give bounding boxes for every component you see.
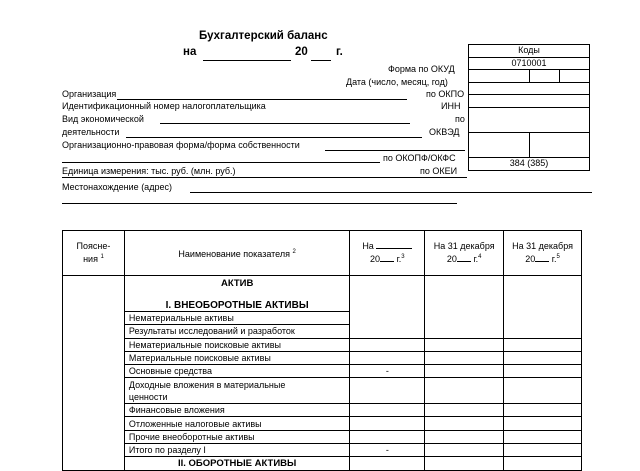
okved-label: ОКВЭД: [429, 127, 460, 137]
okfs-code-cell[interactable]: [529, 132, 590, 157]
codes-header: Коды: [469, 45, 590, 58]
okved-po-label: по: [455, 114, 465, 124]
activity-line-1[interactable]: [160, 123, 410, 124]
legal-form-line-1[interactable]: [325, 150, 465, 151]
val-cell[interactable]: [504, 351, 582, 364]
section-noncurrent: I. ВНЕОБОРОТНЫЕ АКТИВЫ: [165, 300, 309, 311]
unit-label: Единица измерения: тыс. руб. (млн. руб.): [62, 166, 236, 176]
val-cell[interactable]: [504, 417, 582, 430]
val-cell[interactable]: [425, 404, 504, 417]
codes-table: [468, 44, 590, 171]
activity-line-2[interactable]: [126, 137, 422, 138]
val-cell[interactable]: [504, 378, 582, 404]
val-cell[interactable]: [504, 430, 582, 443]
row-label: Отложенные налоговые активы: [124, 417, 350, 430]
row-label: Нематериальные поисковые активы: [124, 338, 350, 351]
organization-line[interactable]: [117, 99, 407, 100]
row-label: Прочие внеоборотные активы: [124, 430, 350, 443]
balance-table: [62, 230, 582, 471]
okud-label: Форма по ОКУД: [388, 64, 455, 74]
okopf-label: по ОКОПФ/ОКФС: [383, 153, 456, 163]
row-label: Финансовые вложения: [124, 404, 350, 417]
location-line-1[interactable]: [190, 192, 592, 193]
row-label: Нематериальные активы: [124, 312, 350, 325]
date-year-prefix: 20: [295, 46, 308, 58]
col-header-date-2: На 31 декабря 20 г.$^4$: [425, 231, 504, 276]
date-year-line[interactable]: [311, 60, 331, 61]
val-cell[interactable]: [425, 443, 504, 456]
okei-label: по ОКЕИ: [420, 166, 458, 176]
okud-code-cell[interactable]: 0710001: [469, 57, 590, 70]
row-label: Основные средства: [124, 365, 350, 378]
col-header-notes: Поясне- ния $^1$: [63, 231, 125, 276]
val-cell[interactable]: [504, 365, 582, 378]
page-title: Бухгалтерский баланс: [199, 30, 328, 42]
val-cell[interactable]: [350, 351, 425, 364]
date-on-label: на: [183, 46, 197, 58]
row-label: Результаты исследований и разработок: [124, 325, 350, 338]
date-label: Дата (число, месяц, год): [346, 77, 448, 87]
val-cell[interactable]: [350, 404, 425, 417]
location-line-2[interactable]: [62, 203, 457, 204]
okopf-code-cell[interactable]: [469, 132, 530, 157]
date-year-suffix: г.: [336, 46, 343, 58]
val-cell[interactable]: [350, 378, 425, 404]
val-cell[interactable]: [350, 417, 425, 430]
val-cell[interactable]: -: [350, 365, 425, 378]
val-cell[interactable]: [504, 443, 582, 456]
val-cell[interactable]: [425, 430, 504, 443]
col-header-date-1: На 20 г.$^3$: [350, 231, 425, 276]
val-cell[interactable]: [425, 365, 504, 378]
val-cell[interactable]: [504, 457, 582, 471]
inn-full-label: Идентификационный номер налогоплательщика: [62, 101, 266, 111]
val-cell[interactable]: [425, 338, 504, 351]
val-cell[interactable]: [425, 457, 504, 471]
okpo-label: по ОКПО: [426, 89, 465, 99]
location-label: Местонахождение (адрес): [62, 182, 172, 192]
row-label: Итого по разделу I: [124, 443, 350, 456]
val-cell[interactable]: [504, 276, 582, 339]
date-day-month-line[interactable]: [203, 60, 291, 61]
section-current: II. ОБОРОТНЫЕ АКТИВЫ: [124, 457, 350, 471]
legal-form-label: Организационно-правовая форма/форма собственности: [62, 140, 300, 150]
val-cell[interactable]: [425, 378, 504, 404]
section-aktiv: АКТИВ: [220, 278, 254, 289]
val-cell[interactable]: [350, 430, 425, 443]
row-label: Доходные вложения в материальные: [124, 378, 350, 391]
notes-cell[interactable]: [63, 276, 125, 471]
date-month-year-cell[interactable]: [529, 70, 590, 83]
okei-code-cell[interactable]: 384 (385): [469, 157, 590, 170]
activity-label-2: деятельности: [62, 127, 120, 137]
unit-line: [62, 177, 467, 178]
val-cell[interactable]: [504, 338, 582, 351]
row-label: Материальные поисковые активы: [124, 351, 350, 364]
date-day-cell[interactable]: [469, 70, 530, 83]
okpo-code-cell[interactable]: [469, 82, 590, 95]
col-header-date-3: На 31 декабря 20 г.$^5$: [504, 231, 582, 276]
val-cell[interactable]: [425, 417, 504, 430]
section-header-cell: [124, 276, 350, 312]
val-cell[interactable]: -: [350, 443, 425, 456]
col-header-name: Наименование показателя $^2$: [124, 231, 350, 276]
inn-code-cell[interactable]: [469, 95, 590, 108]
legal-form-line-2[interactable]: [62, 162, 380, 163]
organization-label: Организация: [62, 89, 117, 99]
activity-label-1: Вид экономической: [62, 114, 144, 124]
row-label: ценности: [124, 391, 350, 404]
inn-label: ИНН: [441, 101, 461, 111]
val-cell[interactable]: [350, 457, 425, 471]
val-cell[interactable]: [425, 351, 504, 364]
val-cell[interactable]: [504, 404, 582, 417]
okved-code-cell[interactable]: [469, 107, 590, 132]
val-cell[interactable]: [425, 276, 504, 339]
val-cell[interactable]: [350, 338, 425, 351]
val-cell[interactable]: [350, 276, 425, 339]
